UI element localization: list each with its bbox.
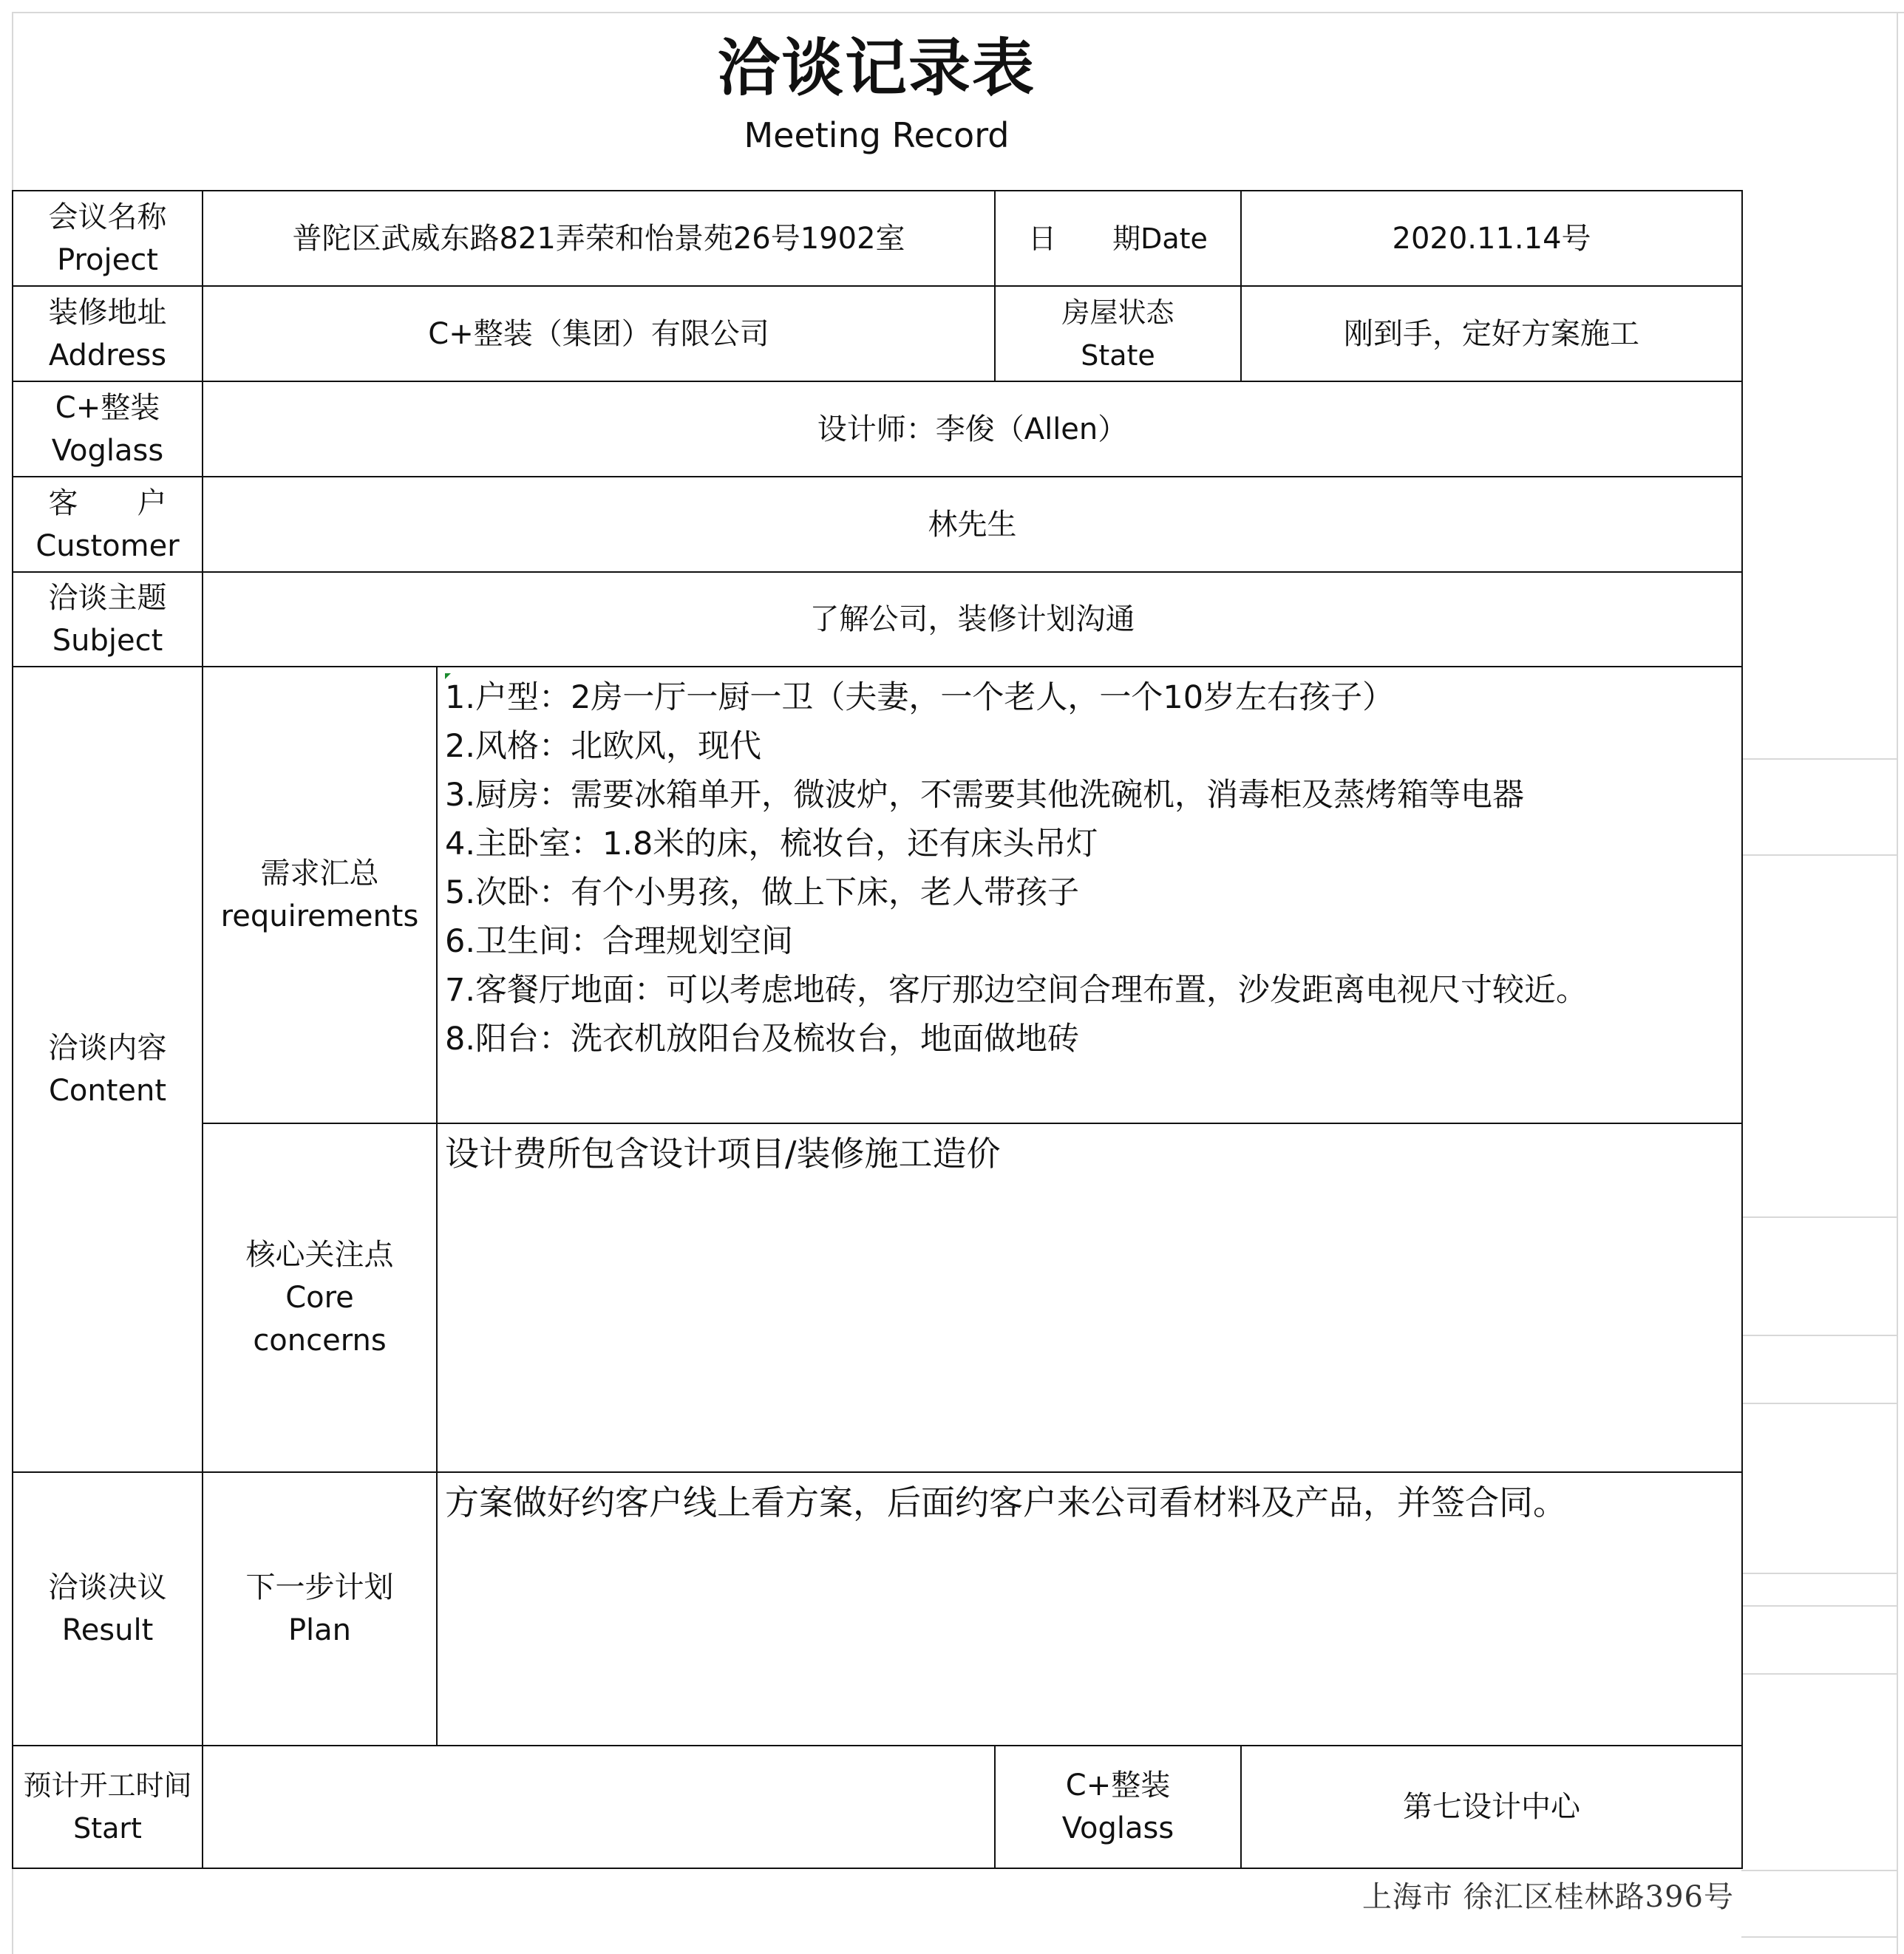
- address-label-en: Address: [48, 338, 167, 372]
- requirements-label: [203, 667, 437, 1123]
- plan-label: [203, 1472, 437, 1746]
- subject-label-cn: 洽谈主题: [48, 581, 167, 615]
- customer-value[interactable]: 林先生: [203, 477, 1742, 572]
- list-item: 2.风格：北欧风，现代: [445, 728, 762, 765]
- concerns-label-line1: 核心关注点 Core: [245, 1238, 394, 1315]
- company-label: [13, 381, 203, 477]
- customer-label: [13, 477, 203, 572]
- table-row: [13, 667, 1742, 1123]
- footer-address: 上海市 徐汇区桂林路396号: [1361, 1880, 1734, 1914]
- list-item: 6.卫生间：合理规划空间: [445, 923, 794, 960]
- design-center-value[interactable]: 第七设计中心: [1241, 1746, 1742, 1868]
- requirements-list[interactable]: [437, 667, 1742, 1123]
- date-value[interactable]: 2020.11.14号: [1241, 191, 1742, 286]
- designer-value[interactable]: 设计师：李俊（Allen）: [203, 381, 1742, 477]
- voglass-footer-label-en: Voglass: [1061, 1811, 1174, 1845]
- table-row: [13, 572, 1742, 667]
- content-label: [13, 667, 203, 1472]
- document-title: 洽谈记录表: [717, 32, 1036, 104]
- result-label-en: Result: [61, 1613, 154, 1647]
- start-value[interactable]: [203, 1746, 995, 1868]
- plan-label-cn: 下一步计划: [245, 1570, 394, 1604]
- cell-comment-marker: [445, 673, 451, 679]
- concerns-label: [203, 1123, 437, 1472]
- company-label-en: Voglass: [51, 433, 164, 468]
- project-label-cn: 会议名称: [48, 200, 167, 234]
- concerns-label-line2: concerns: [253, 1324, 387, 1358]
- sheet-row-line: [1741, 1605, 1897, 1607]
- list-item: 5.次卧：有个小男孩，做上下床，老人带孩子: [445, 874, 1080, 911]
- content-label-cn: 洽谈内容: [48, 1031, 167, 1065]
- concerns-value[interactable]: 设计费所包含设计项目/装修施工造价: [437, 1123, 1742, 1472]
- subject-label: [13, 572, 203, 667]
- start-label-en: Start: [73, 1812, 142, 1845]
- customer-label-cn: 客 户: [48, 486, 167, 520]
- sheet-row-line: [1741, 1403, 1897, 1404]
- address-label: [13, 286, 203, 381]
- project-label-en: Project: [57, 242, 158, 277]
- result-label-cn: 洽谈决议: [48, 1570, 167, 1604]
- state-label-cn: 房屋状态: [1061, 296, 1174, 329]
- start-label: [13, 1746, 203, 1868]
- result-label: [13, 1472, 203, 1746]
- sheet-row-line: [1741, 758, 1897, 760]
- content-label-en: Content: [48, 1074, 167, 1108]
- company-label-cn: C+整装: [55, 390, 160, 425]
- project-value[interactable]: 普陀区武威东路821弄荣和怡景苑26号1902室: [203, 191, 995, 286]
- sheet-row-line: [1741, 1216, 1897, 1218]
- voglass-footer-label-cn: C+整装: [1065, 1769, 1171, 1802]
- sheet-row-line: [1741, 1573, 1897, 1574]
- requirements-label-en: requirements: [220, 899, 419, 933]
- date-label: 日 期Date: [995, 191, 1241, 286]
- table-row: [13, 1123, 1742, 1472]
- list-item: 8.阳台：洗衣机放阳台及梳妆台，地面做地砖: [445, 1021, 1080, 1058]
- subject-value[interactable]: 了解公司，装修计划沟通: [203, 572, 1742, 667]
- list-item: 1.户型：2房一厅一厨一卫（夫妻，一个老人，一个10岁左右孩子）: [445, 679, 1395, 716]
- table-row: [13, 477, 1742, 572]
- list-item: 3.厨房：需要冰箱单开，微波炉，不需要其他洗碗机，消毒柜及蒸烤箱等电器: [445, 777, 1525, 814]
- sheet-row-line: [1741, 854, 1897, 856]
- table-row: [13, 1472, 1742, 1746]
- list-item: 7.客餐厅地面：可以考虑地砖，客厅那边空间合理布置，沙发距离电视尺寸较近。: [445, 972, 1588, 1009]
- sheet-row-line: [1741, 1335, 1897, 1336]
- sheet-top-border: [12, 12, 1904, 13]
- customer-label-en: Customer: [35, 528, 180, 563]
- plan-label-en: Plan: [288, 1613, 352, 1647]
- state-value[interactable]: 刚到手，定好方案施工: [1241, 286, 1742, 381]
- sheet-column-divider: [1897, 12, 1898, 1954]
- document-subtitle: Meeting Record: [744, 115, 1010, 155]
- voglass-footer-label: [995, 1746, 1241, 1868]
- table-row: [13, 191, 1742, 286]
- project-label: [13, 191, 203, 286]
- requirements-label-cn: 需求汇总: [260, 857, 379, 891]
- address-value[interactable]: C+整装（集团）有限公司: [203, 286, 995, 381]
- state-label: [995, 286, 1241, 381]
- sheet-row-line: [1741, 1673, 1897, 1675]
- table-row: [13, 286, 1742, 381]
- start-label-cn: 预计开工时间: [23, 1769, 192, 1802]
- table-row: [13, 1746, 1742, 1868]
- plan-value[interactable]: 方案做好约客户线上看方案，后面约客户来公司看材料及产品，并签合同。: [437, 1472, 1742, 1746]
- table-row: [13, 381, 1742, 477]
- meeting-record-table: [12, 190, 1743, 1869]
- list-item: 4.主卧室：1.8米的床，梳妆台，还有床头吊灯: [445, 825, 1098, 862]
- subject-label-en: Subject: [52, 624, 163, 658]
- sheet-row-line: [1741, 1870, 1897, 1871]
- sheet-row-line: [1741, 1936, 1897, 1938]
- state-label-en: State: [1081, 338, 1155, 372]
- address-label-cn: 装修地址: [48, 295, 167, 330]
